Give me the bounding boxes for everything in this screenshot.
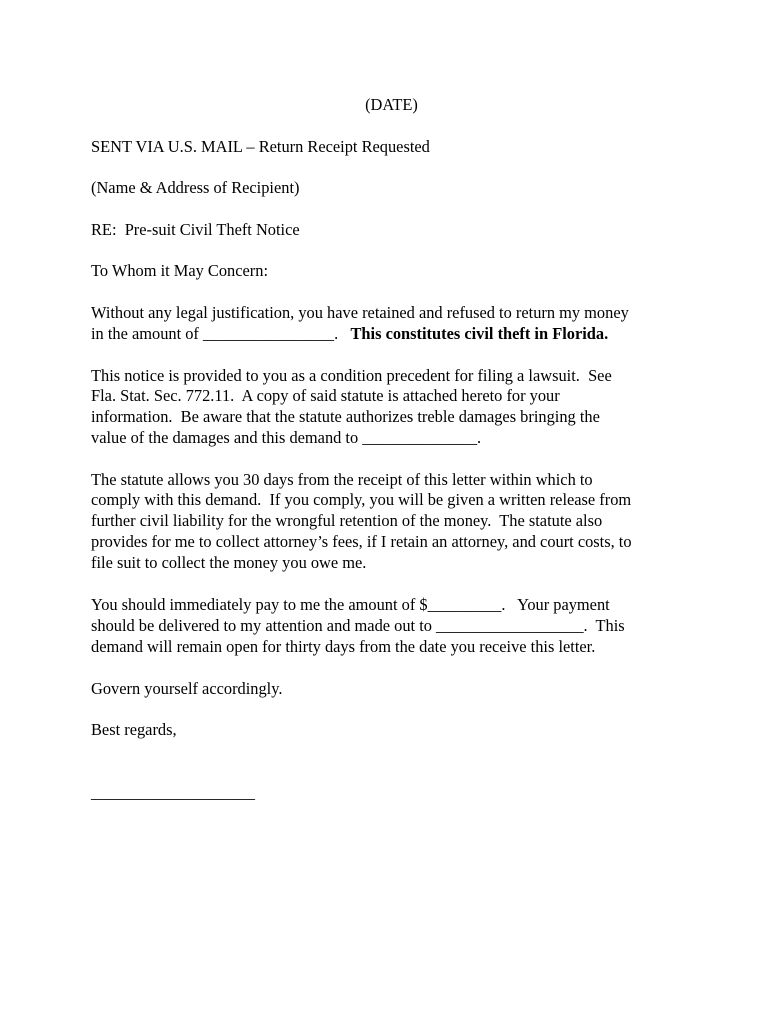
paragraph-line: The statute allows you 30 days from the receipt of this letter within which to — [91, 470, 593, 489]
signature-line: ____________________ — [91, 783, 255, 802]
paragraph-line: provides for me to collect attorney’s fees, if I retain an attorney, and court costs, to — [91, 532, 632, 551]
subject-line: RE: Pre-suit Civil Theft Notice — [91, 220, 300, 239]
paragraph-line: should be delivered to my attention and made out to __________________. This — [91, 616, 625, 635]
delivery-method: SENT VIA U.S. MAIL – Return Receipt Requested — [91, 137, 430, 156]
salutation: To Whom it May Concern: — [91, 261, 268, 280]
sign-off: Best regards, — [91, 720, 177, 739]
paragraph-line — [91, 324, 608, 345]
paragraph-line: value of the damages and this demand to ______________. — [91, 428, 482, 447]
letter-date: (DATE) — [365, 95, 418, 114]
paragraph-line: Fla. Stat. Sec. 772.11. A copy of said statute is attached hereto for your — [91, 386, 560, 405]
amount-blank-text: in the amount of ________________. — [91, 324, 351, 343]
paragraph-line: demand will remain open for thirty days from the date you receive this letter. — [91, 637, 596, 656]
closing-line: Govern yourself accordingly. — [91, 679, 283, 698]
paragraph-line: This notice is provided to you as a condition precedent for filing a lawsuit. See — [91, 366, 612, 385]
paragraph-line: further civil liability for the wrongful retention of the money. The statute also — [91, 511, 603, 530]
paragraph-line: information. Be aware that the statute authorizes treble damages bringing the — [91, 407, 600, 426]
paragraph-line: comply with this demand. If you comply, you will be given a written release from — [91, 490, 632, 509]
paragraph-line: file suit to collect the money you owe me. — [91, 553, 367, 572]
civil-theft-statement: This constitutes civil theft in Florida. — [350, 324, 609, 343]
paragraph-line: Without any legal justification, you have retained and refused to return my money — [91, 303, 629, 322]
paragraph-line: You should immediately pay to me the amount of $_________. Your payment — [91, 595, 610, 614]
recipient-placeholder: (Name & Address of Recipient) — [91, 178, 300, 197]
